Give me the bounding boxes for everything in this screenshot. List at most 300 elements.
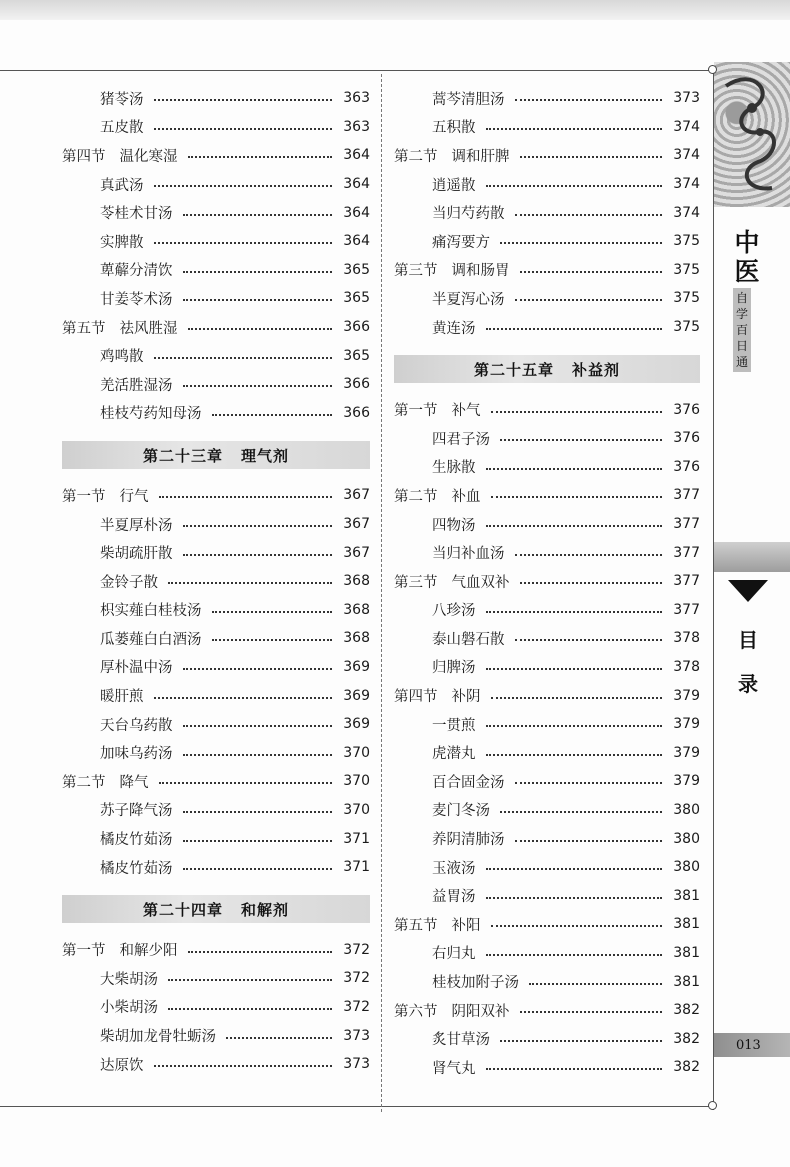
top-scan-band xyxy=(0,0,790,20)
toc-page-number: 377 xyxy=(673,573,700,590)
dot-leader xyxy=(154,1065,333,1067)
toc-label-text: 气血双补 xyxy=(451,574,510,591)
toc-entry[interactable] xyxy=(62,853,370,882)
dot-leader xyxy=(168,1008,332,1010)
toc-section[interactable] xyxy=(394,256,700,285)
toc-label-text: 瓜蒌薤白白酒汤 xyxy=(100,631,202,648)
brand-subtitle xyxy=(733,288,751,372)
toc-label-text: 天台乌药散 xyxy=(100,717,173,734)
toc-page-number: 367 xyxy=(343,487,370,504)
sidebar-frame-line xyxy=(713,66,714,1110)
toc-page-number: 376 xyxy=(673,430,700,447)
dot-leader xyxy=(491,925,663,927)
toc-label-text: 补血 xyxy=(451,488,481,505)
toc-page-number: 380 xyxy=(673,859,700,876)
toc-label-text: 补阳 xyxy=(451,917,481,934)
toc-page-number: 381 xyxy=(673,887,700,904)
dot-leader xyxy=(183,385,333,387)
toc-page-number: 366 xyxy=(343,319,370,336)
toc-label-text: 行气 xyxy=(119,488,149,505)
toc-label-text: 鸡鸣散 xyxy=(100,349,144,366)
dot-leader xyxy=(486,954,663,956)
toc-label-text: 痛泻要方 xyxy=(432,234,490,251)
dot-leader xyxy=(183,754,333,756)
toc-page-number: 366 xyxy=(343,404,370,421)
dot-leader xyxy=(486,611,663,613)
dot-leader xyxy=(154,242,333,244)
toc-section[interactable] xyxy=(394,141,700,170)
toc-entry[interactable] xyxy=(394,227,700,256)
chapter-number: 第二十四章 xyxy=(142,900,223,919)
brand-sub-char: 通 xyxy=(735,355,748,369)
dot-leader xyxy=(486,128,663,130)
dot-leader xyxy=(168,582,332,584)
toc-label-text: 祛风胜湿 xyxy=(119,320,178,337)
toc-page-number: 377 xyxy=(673,487,700,504)
toc-page-number: 372 xyxy=(343,998,370,1015)
toc-page-number: 368 xyxy=(343,630,370,647)
dot-leader xyxy=(515,639,663,641)
triangle-down-icon xyxy=(728,580,768,602)
dot-leader xyxy=(486,754,663,756)
toc-label-text: 生脉散 xyxy=(432,460,476,477)
toc-page-number: 375 xyxy=(673,319,700,336)
toc-label-text: 真武汤 xyxy=(100,177,144,194)
toc-label-text: 玉液汤 xyxy=(432,860,476,877)
toc-label-text: 桂枝芍药知母汤 xyxy=(100,406,202,423)
chapter-number: 第二十五章 xyxy=(473,360,554,379)
dot-leader xyxy=(183,668,333,670)
dot-leader xyxy=(520,582,663,584)
toc-entry[interactable] xyxy=(394,424,700,453)
toc-page-number: 379 xyxy=(673,744,700,761)
dot-leader xyxy=(520,1011,663,1013)
toc-entry[interactable] xyxy=(394,624,700,653)
section-number: 第四节 xyxy=(394,689,438,706)
toc-entry[interactable] xyxy=(394,198,700,227)
toc-page-number: 372 xyxy=(343,941,370,958)
toc-label-text: 肾气丸 xyxy=(432,1060,476,1077)
toc-label-text: 大柴胡汤 xyxy=(100,971,158,988)
toc-label-text: 麦门冬汤 xyxy=(432,803,490,820)
toc-entry[interactable] xyxy=(62,510,370,539)
toc-entry[interactable] xyxy=(62,964,370,993)
toc-page-number: 378 xyxy=(673,658,700,675)
toc-label-text: 羌活胜湿汤 xyxy=(100,377,173,394)
toc-entry[interactable] xyxy=(62,624,370,653)
dot-leader xyxy=(154,128,333,130)
brand-sub-char: 日 xyxy=(735,339,748,353)
dot-leader xyxy=(183,299,333,301)
toc-label-text: 归脾汤 xyxy=(432,660,476,677)
section-number: 第二节 xyxy=(394,488,438,505)
toc-entry[interactable] xyxy=(62,538,370,567)
section-number: 第三节 xyxy=(394,263,438,280)
toc-page-number: 376 xyxy=(673,458,700,475)
toc-entry[interactable] xyxy=(62,113,370,142)
toc-label-text: 黄连汤 xyxy=(432,320,476,337)
toc-label-char: 目 xyxy=(738,628,758,652)
toc-page-number: 382 xyxy=(673,1059,700,1076)
top-frame-line xyxy=(0,70,712,71)
toc-entry[interactable] xyxy=(394,1024,700,1053)
chapter-title: 补益剂 xyxy=(572,360,621,379)
dot-leader xyxy=(515,840,663,842)
toc-entry[interactable] xyxy=(394,881,700,910)
chapter-title: 和解剂 xyxy=(241,900,290,919)
toc-label xyxy=(728,618,768,706)
dot-leader xyxy=(154,99,333,101)
toc-entry[interactable] xyxy=(394,284,700,313)
dot-leader xyxy=(154,357,333,359)
toc-entry[interactable] xyxy=(394,1053,700,1082)
toc-label-text: 柴胡加龙骨牡蛎汤 xyxy=(100,1029,216,1046)
toc-page-number: 367 xyxy=(343,516,370,533)
dot-leader xyxy=(515,299,663,301)
toc-page-number: 378 xyxy=(673,630,700,647)
toc-label-text: 达原饮 xyxy=(100,1057,144,1074)
dot-leader xyxy=(500,242,662,244)
section-number: 第三节 xyxy=(394,574,438,591)
page-number: 013 xyxy=(714,1033,790,1057)
section-number: 第一节 xyxy=(62,943,106,960)
toc-label-text: 泰山磐石散 xyxy=(432,631,505,648)
toc-entry[interactable] xyxy=(394,538,700,567)
toc-entry[interactable] xyxy=(394,796,700,825)
toc-label-text: 百合固金汤 xyxy=(432,774,505,791)
dot-leader xyxy=(520,271,663,273)
toc-section[interactable] xyxy=(62,141,370,170)
dot-leader xyxy=(183,725,333,727)
brand-sub-char: 自 xyxy=(735,291,748,305)
toc-page-number: 374 xyxy=(673,204,700,221)
dot-leader xyxy=(486,328,663,330)
toc-label-text: 桂枝加附子汤 xyxy=(432,975,519,992)
toc-label-text: 加味乌药汤 xyxy=(100,746,173,763)
toc-page-number: 370 xyxy=(343,773,370,790)
toc-label-text: 养阴清肺汤 xyxy=(432,832,505,849)
toc-label-text: 降气 xyxy=(119,774,149,791)
section-number: 第五节 xyxy=(62,320,106,337)
dot-leader xyxy=(529,983,662,985)
toc-page-number: 370 xyxy=(343,801,370,818)
dot-leader xyxy=(212,639,333,641)
toc-label-text: 当归补血汤 xyxy=(432,546,505,563)
dot-leader xyxy=(515,214,663,216)
toc-label-text: 和解少阳 xyxy=(119,943,178,960)
toc-page-number: 375 xyxy=(673,290,700,307)
toc-page-number: 379 xyxy=(673,716,700,733)
toc-page-number: 364 xyxy=(343,204,370,221)
toc-page-number: 376 xyxy=(673,401,700,418)
toc-entry[interactable] xyxy=(394,453,700,482)
toc-page-number: 366 xyxy=(343,376,370,393)
toc-page-number: 363 xyxy=(343,90,370,107)
dot-leader xyxy=(500,811,662,813)
dot-leader xyxy=(183,811,333,813)
toc-page-number: 371 xyxy=(343,859,370,876)
toc-label-text: 八珍汤 xyxy=(432,603,476,620)
toc-section[interactable] xyxy=(62,767,370,796)
dot-leader xyxy=(486,1068,663,1070)
swirl-ornament-icon xyxy=(716,66,788,204)
chapter-heading xyxy=(62,895,370,923)
toc-page-number: 377 xyxy=(673,544,700,561)
toc-label-text: 枳实薤白桂枝汤 xyxy=(100,603,202,620)
toc-page-number: 369 xyxy=(343,716,370,733)
dot-leader xyxy=(188,951,333,953)
toc-label-text: 逍遥散 xyxy=(432,177,476,194)
dot-leader xyxy=(188,156,333,158)
toc-page-number: 380 xyxy=(673,801,700,818)
dot-leader xyxy=(183,840,333,842)
brand-title-char: 医 xyxy=(734,257,760,286)
toc-page-number: 365 xyxy=(343,347,370,364)
dot-leader xyxy=(212,611,333,613)
section-number: 第二节 xyxy=(394,148,438,165)
toc-section[interactable] xyxy=(394,681,700,710)
toc-page-number: 373 xyxy=(673,90,700,107)
toc-entry[interactable] xyxy=(394,313,700,342)
toc-section[interactable] xyxy=(62,935,370,964)
dot-leader xyxy=(183,214,333,216)
toc-label-text: 半夏厚朴汤 xyxy=(100,517,173,534)
dot-leader xyxy=(183,554,333,556)
dot-leader xyxy=(515,782,663,784)
dot-leader xyxy=(154,185,333,187)
dot-leader xyxy=(159,782,333,784)
toc-entry[interactable] xyxy=(62,1021,370,1050)
toc-label-text: 橘皮竹茹汤 xyxy=(100,832,173,849)
dot-leader xyxy=(486,868,663,870)
toc-label-text: 调和肠胃 xyxy=(451,263,510,280)
toc-entry[interactable] xyxy=(394,767,700,796)
dot-leader xyxy=(212,414,333,416)
dot-leader xyxy=(491,411,663,413)
toc-section[interactable] xyxy=(394,910,700,939)
toc-page-number: 369 xyxy=(343,687,370,704)
toc-label-text: 橘皮竹茹汤 xyxy=(100,860,173,877)
toc-entry[interactable] xyxy=(62,198,370,227)
toc-page-number: 375 xyxy=(673,233,700,250)
cloud-ornament-icon xyxy=(714,542,790,572)
chapter-number: 第二十三章 xyxy=(142,446,223,465)
toc-entry[interactable] xyxy=(394,738,700,767)
toc-page-number: 367 xyxy=(343,544,370,561)
toc-entry[interactable] xyxy=(62,824,370,853)
toc-label-text: 阴阳双补 xyxy=(451,1003,510,1020)
toc-label-text: 厚朴温中汤 xyxy=(100,660,173,677)
brand-sub-char: 学 xyxy=(735,307,748,321)
toc-entry[interactable] xyxy=(62,710,370,739)
section-number: 第五节 xyxy=(394,917,438,934)
toc-page-number: 382 xyxy=(673,1030,700,1047)
toc-entry[interactable] xyxy=(394,653,700,682)
toc-page-number: 371 xyxy=(343,830,370,847)
brand-title-char: 中 xyxy=(734,228,760,257)
toc-label-text: 补气 xyxy=(451,403,481,420)
toc-entry[interactable] xyxy=(394,939,700,968)
toc-label-text: 五积散 xyxy=(432,120,476,137)
dot-leader xyxy=(515,554,663,556)
bottom-frame-line xyxy=(0,1106,712,1107)
dot-leader xyxy=(491,496,663,498)
toc-right-column xyxy=(394,84,700,1082)
toc-page-number: 382 xyxy=(673,1002,700,1019)
toc-page-number: 368 xyxy=(343,573,370,590)
toc-entry[interactable] xyxy=(394,824,700,853)
toc-page-number: 374 xyxy=(673,118,700,135)
toc-label-text: 炙甘草汤 xyxy=(432,1032,490,1049)
section-number: 第六节 xyxy=(394,1003,438,1020)
toc-entry[interactable] xyxy=(62,738,370,767)
toc-entry[interactable] xyxy=(394,170,700,199)
column-divider xyxy=(381,74,382,1112)
toc-page-number: 377 xyxy=(673,601,700,618)
toc-page-number: 380 xyxy=(673,830,700,847)
toc-entry[interactable] xyxy=(394,853,700,882)
toc-entry[interactable] xyxy=(62,993,370,1022)
toc-section[interactable] xyxy=(394,395,700,424)
toc-label-text: 补阴 xyxy=(451,689,481,706)
toc-label-text: 益胃汤 xyxy=(432,889,476,906)
dot-leader xyxy=(486,185,663,187)
toc-label-text: 金铃子散 xyxy=(100,574,158,591)
section-number: 第二节 xyxy=(62,774,106,791)
dot-leader xyxy=(486,525,663,527)
toc-label-text: 右归丸 xyxy=(432,946,476,963)
toc-entry[interactable] xyxy=(62,170,370,199)
toc-entry[interactable] xyxy=(62,681,370,710)
toc-page-number: 374 xyxy=(673,147,700,164)
toc-page-number: 373 xyxy=(343,1027,370,1044)
toc-label-text: 调和肝脾 xyxy=(451,148,510,165)
toc-page-number: 381 xyxy=(673,944,700,961)
toc-page-number: 381 xyxy=(673,973,700,990)
toc-entry[interactable] xyxy=(394,596,700,625)
toc-entry[interactable] xyxy=(62,567,370,596)
toc-section[interactable] xyxy=(394,567,700,596)
dot-leader xyxy=(486,725,663,727)
toc-entry[interactable] xyxy=(394,710,700,739)
toc-left-column xyxy=(62,84,370,1078)
toc-entry[interactable] xyxy=(394,84,700,113)
toc-label-text: 苏子降气汤 xyxy=(100,803,173,820)
dot-leader xyxy=(515,99,663,101)
toc-page-number: 379 xyxy=(673,687,700,704)
toc-entry[interactable] xyxy=(62,84,370,113)
toc-label-text: 半夏泻心汤 xyxy=(432,291,505,308)
dot-leader xyxy=(491,697,663,699)
toc-label-text: 甘姜苓术汤 xyxy=(100,291,173,308)
toc-entry[interactable] xyxy=(62,1050,370,1079)
toc-section[interactable] xyxy=(394,996,700,1025)
toc-label-text: 萆薢分清饮 xyxy=(100,263,173,280)
toc-label-text: 虎潜丸 xyxy=(432,746,476,763)
toc-entry[interactable] xyxy=(62,341,370,370)
toc-page-number: 364 xyxy=(343,147,370,164)
toc-page-number: 372 xyxy=(343,970,370,987)
toc-section[interactable] xyxy=(62,313,370,342)
dot-leader xyxy=(159,496,333,498)
toc-label-text: 四君子汤 xyxy=(432,431,490,448)
section-number: 第四节 xyxy=(62,148,106,165)
toc-label-text: 五皮散 xyxy=(100,120,144,137)
toc-page-number: 373 xyxy=(343,1056,370,1073)
toc-label-text: 实脾散 xyxy=(100,234,144,251)
toc-entry[interactable] xyxy=(62,653,370,682)
chapter-title: 理气剂 xyxy=(241,446,290,465)
toc-entry[interactable] xyxy=(394,967,700,996)
toc-label-text: 四物汤 xyxy=(432,517,476,534)
toc-label-char: 录 xyxy=(738,672,758,696)
toc-label-text: 苓桂术甘汤 xyxy=(100,206,173,223)
toc-entry[interactable] xyxy=(62,796,370,825)
toc-label-text: 暖肝煎 xyxy=(100,689,144,706)
toc-entry[interactable] xyxy=(394,510,700,539)
dot-leader xyxy=(520,156,663,158)
toc-page-number: 365 xyxy=(343,290,370,307)
toc-page-number: 374 xyxy=(673,176,700,193)
dot-leader xyxy=(183,868,333,870)
toc-entry[interactable] xyxy=(62,399,370,428)
toc-label-text: 柴胡疏肝散 xyxy=(100,546,173,563)
dot-leader xyxy=(183,525,333,527)
toc-entry[interactable] xyxy=(62,227,370,256)
toc-entry[interactable] xyxy=(62,596,370,625)
toc-page-number: 370 xyxy=(343,744,370,761)
section-number: 第一节 xyxy=(62,488,106,505)
toc-label-text: 猪苓汤 xyxy=(100,91,144,108)
dot-leader xyxy=(154,697,333,699)
chapter-heading xyxy=(62,441,370,469)
top-corner-dot xyxy=(708,65,717,74)
toc-page-number: 377 xyxy=(673,516,700,533)
toc-page-number: 381 xyxy=(673,916,700,933)
dot-leader xyxy=(226,1037,332,1039)
toc-entry[interactable] xyxy=(394,113,700,142)
dot-leader xyxy=(486,897,663,899)
brand-title xyxy=(727,228,767,286)
toc-page-number: 368 xyxy=(343,601,370,618)
dot-leader xyxy=(168,979,332,981)
toc-label-text: 当归芍药散 xyxy=(432,206,505,223)
toc-label-text: 一贯煎 xyxy=(432,717,476,734)
toc-page-number: 365 xyxy=(343,261,370,278)
toc-page-number: 364 xyxy=(343,176,370,193)
dot-leader xyxy=(500,1040,662,1042)
toc-label-text: 小柴胡汤 xyxy=(100,1000,158,1017)
toc-page-number: 363 xyxy=(343,118,370,135)
dot-leader xyxy=(486,468,663,470)
toc-section[interactable] xyxy=(394,481,700,510)
toc-section[interactable] xyxy=(62,481,370,510)
toc-label-text: 蒿芩清胆汤 xyxy=(432,91,505,108)
toc-entry[interactable] xyxy=(62,370,370,399)
toc-entry[interactable] xyxy=(62,256,370,285)
section-number: 第一节 xyxy=(394,403,438,420)
toc-page-number: 364 xyxy=(343,233,370,250)
toc-entry[interactable] xyxy=(62,284,370,313)
toc-label-text: 温化寒湿 xyxy=(119,148,178,165)
toc-page-number: 375 xyxy=(673,261,700,278)
bottom-corner-dot xyxy=(708,1101,717,1110)
toc-page-number: 379 xyxy=(673,773,700,790)
dot-leader xyxy=(486,668,663,670)
dot-leader xyxy=(188,328,333,330)
dot-leader xyxy=(183,271,333,273)
brand-sub-char: 百 xyxy=(735,323,748,337)
